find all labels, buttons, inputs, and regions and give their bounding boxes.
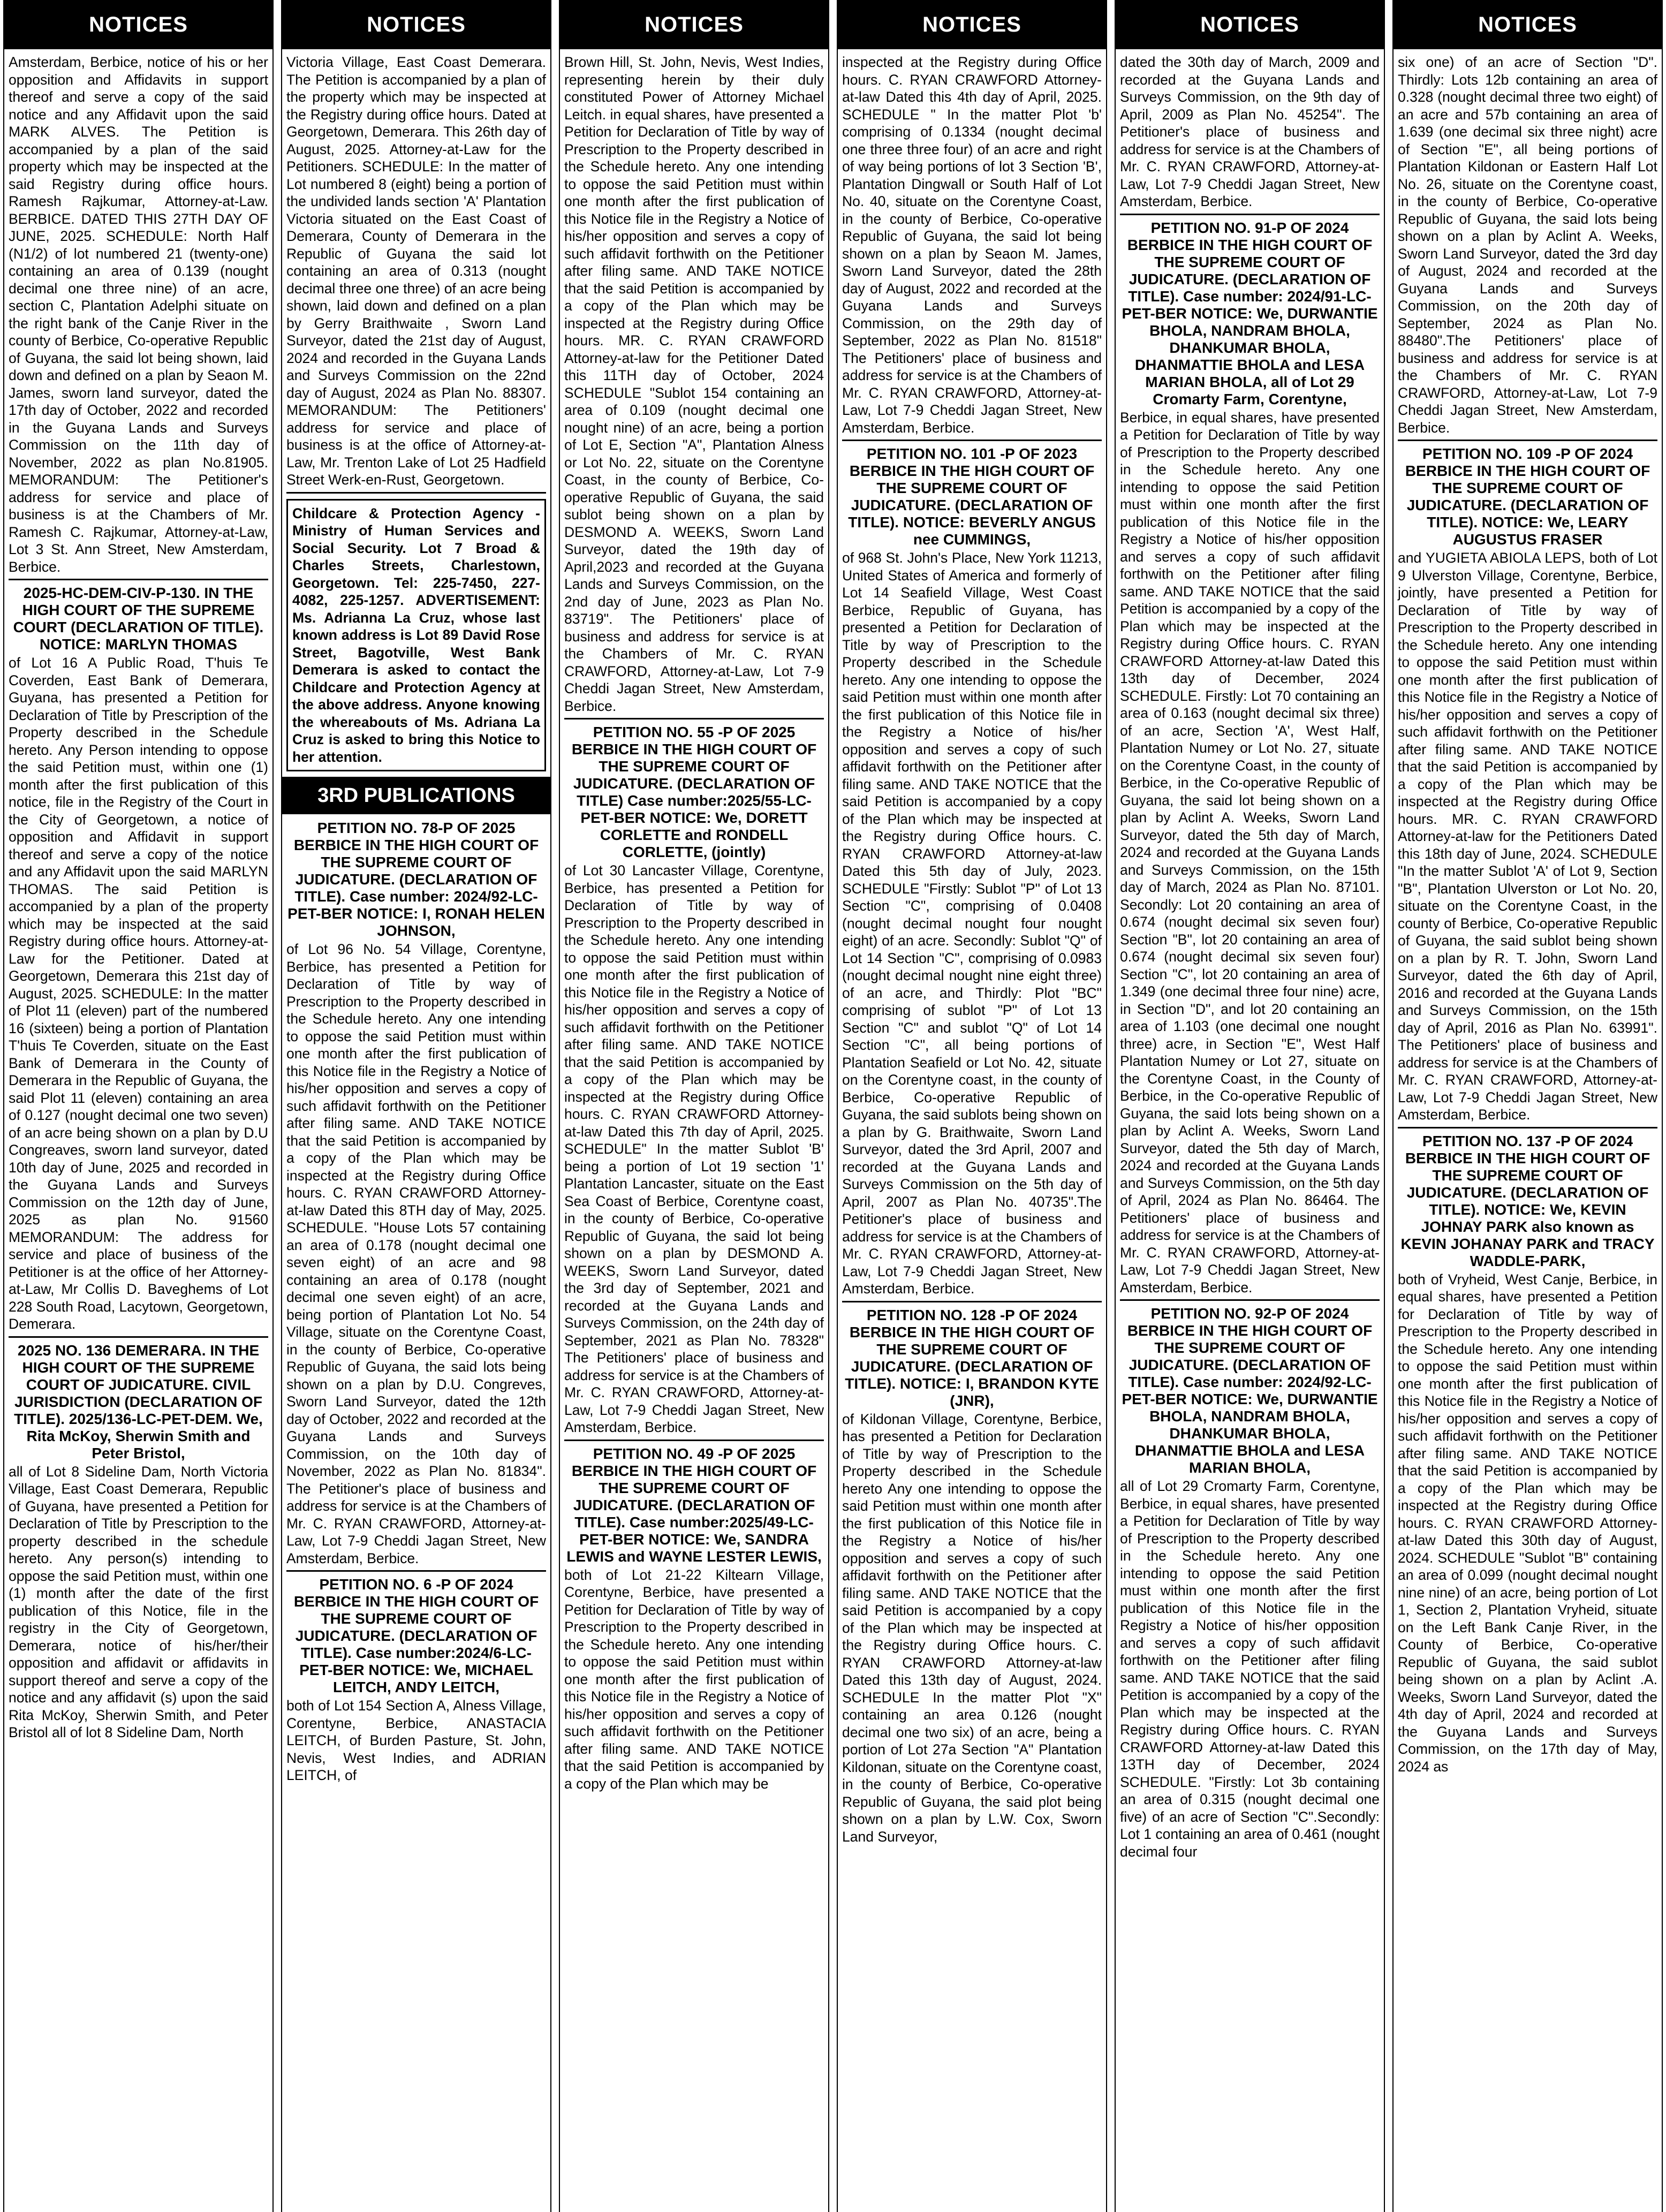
notice [842,445,1102,1302]
notice-body: all of Lot 8 Sideline Dam, North Victoria Village, East Coast Demerara, Republic of Guyana, have presented a Petition for Declaration of Title by Prescription to the property described in the schedule hereto. Any person(s) intending to oppose the said Petition must, within one (1) month after the date of the first publication of this Notice, file in the registry in the City of Georgetown, Demerara, notice of his/her/their opposition and affidavit or affidavits in support thereof and serve a copy of the notice and any affidavit (s) upon the said Rita McKoy, Sherwin Smith, and Peter Bristol all of lot 8 Sideline Dam, North [9,1463,268,1740]
notice-heading: PETITION NO. 91-P OF 2024 BERBICE IN THE HIGH COURT OF THE SUPREME COURT OF JUDICATURE. (DECLARATION OF TITLE). Case number: 2024/91-LC-PET-BER NOTICE: We, DURWANTIE BHOLA, NANDRAM BHOLA, DHANKUMAR BHOLA, DHANMATTIE BHOLA and LESA MARIAN BHOLA, all of Lot 29 Cromarty Farm, Corentyne, [1122,219,1378,407]
notice-heading: PETITION NO. 78-P OF 2025 BERBICE IN THE HIGH COURT OF THE SUPREME COURT OF JUDICATURE. (DECLARATION OF TITLE). Case number: 2024/92-LC-PET-BER NOTICE: I, RONAH HELEN JOHNSON, [287,820,545,939]
notice [564,54,824,719]
notice [842,54,1102,441]
notice-body: both of Lot 21-22 Kiltearn Village, Corentyne, Berbice, have presented a Petition for Declaration of Title by way of Prescription to the Property described in the Schedule hereto. Any one intending to oppose the said Petition must within one month after the first publication of this Notice file in the Registry a Notice of his/her opposition and serves a copy of such affidavit forthwith on the Petitioner after filing same. AND TAKE NOTICE that the said Petition is accompanied by a copy of the Plan which may be [564,1566,824,1792]
column-body [4,49,272,2212]
notice [286,54,546,494]
notice-heading: PETITION NO. 137 -P OF 2024 BERBICE IN THE HIGH COURT OF THE SUPREME COURT OF JUDICATURE. (DECLARATION OF TITLE). NOTICE: We, KEVIN JOHNAY PARK also known as KEVIN JOHANAY PARK and TRACY WADDLE-PARK, [1400,1132,1655,1269]
boxed-notice [286,499,546,772]
notice-heading: PETITION NO. 55 -P OF 2025 BERBICE IN THE HIGH COURT OF THE SUPREME COURT OF JUDICATURE. (DECLARATION OF TITLE) Case number:2025/55-LC-PET-BER NOTICE: We, DORETT CORLETTE and RONDELL CORLETTE, (jointly) [571,724,817,860]
notice [286,820,546,1572]
notice [1120,219,1380,1301]
column-header: NOTICES [4,0,272,49]
column-body [1116,49,1384,2212]
notice-body: of Lot 16 A Public Road, T'huis Te Coverden, East Bank of Demerara, Guyana, has presented a Petition for Declaration of Title by Prescription of the Property described in the Schedule hereto. Any Person intending to oppose the said Petition must, within one (1) month after the first publication of this notice, file in the Registry of the Court in the City of Georgetown, a notice of opposition and Affidavit in support thereof and serve a copy of the notice and any Affidavit upon the said MARLYN THOMAS. The said Petition is accompanied by a plan of the property which may be inspected at the said Registry during office hours. Attorney-at-Law for the Petitioner. Dated at Georgetown, Demerara this 21st day of August, 2025. SCHEDULE: In the matter of Plot 11 (eleven) part of the numbered 16 (sixteen) being a portion of Plantation T'huis Te Coverden, situate on the East Bank of Demerara in the County of Demerara in the Republic of Guyana, the said Plot 11 (eleven) containing an area of 0.127 (nought decimal one two seven) of an acre being shown on a plan by D.U Congreaves, sworn land surveyor, dated 10th day of June, 2025 and recorded in the Guyana Lands and Surveys Commission on the 12th day of June, 2025 as plan No. 91560 MEMORANDUM: The address for service and place of business of the Petitioner is at the office of her Attorney-at-Law, Mr Collis D. Baveghems of Lot 228 South Road, Lacytown, Georgetown, Demerara. [9,655,268,1332]
column-header: NOTICES [838,0,1106,49]
notice [842,1307,1102,1849]
section-band: 3RD PUBLICATIONS [282,777,550,814]
notice-heading: PETITION NO. 101 -P OF 2023 BERBICE IN THE HIGH COURT OF THE SUPREME COURT OF JUDICATURE. (DECLARATION OF TITLE). NOTICE: BEVERLY ANGUS nee CUMMINGS, [848,445,1096,548]
column-header: NOTICES [1116,0,1384,49]
notice [1120,1305,1380,1863]
notice-body: Amsterdam, Berbice, notice of his or her opposition and Affidavits in support thereof and serve a copy of the said notice and any Affidavit upon the said MARK ALVES. The Petition is accompanied by a plan of the said property which may be inspected at the said Registry during office hours. Ramesh Rajkumar, Attorney-at-Law. BERBICE. DATED THIS 27TH DAY OF JUNE, 2025. SCHEDULE: North Half (N1/2) of lot numbered 21 (twenty-one) containing an area of 0.139 (nought decimal one three nine) of an acre, section C, Plantation Adelphi situate on the right bank of the Canje River in the county of Berbice, Co-operative Republic of Guyana, the said lot being shown, laid down and defined on a plan by Seaon M. James, sworn land surveyor, dated the 17th day of October, 2022 and recorded in the Guyana Lands and Surveys Commission on the 11th day of November, 2022 as plan No.81905. MEMORANDUM: The Petitioner's address for service and place of business is at the Chambers of Mr. Ramesh C. Rajkumar, Attorney-at-Law, Lot 3 St. Ann Street, New Amsterdam, Berbice. [9,54,268,575]
column-2 [281,0,551,2212]
notice-heading: PETITION NO. 6 -P OF 2024 BERBICE IN THE HIGH COURT OF THE SUPREME COURT OF JUDICATURE. (DECLARATION OF TITLE). Case number:2024/6-LC-PET-BER NOTICE: We, MICHAEL LEITCH, ANDY LEITCH, [293,1576,539,1695]
notice-body: inspected at the Registry during Office hours. C. RYAN CRAWFORD Attorney-at-law Dated this 4th day of April, 2025. SCHEDULE " In the matter Plot 'b' comprising of 0.1334 (nought decimal one three three four) of an acre and right of way being portions of lot 3 Section 'B', Plantation Dingwall or South Half of Lot No. 40, situate on the Corentyne Coast, in the county of Berbice, Co-operative Republic of Guyana, the said lot being shown on a plan by Seaon M. James, Sworn Land Surveyor, dated the 28th day of August, 2022 and recorded at the Guyana Lands and Surveys Commission, on the 29th day of September, 2022 as Plan No. 81518" The Petitioners' place of business and address for service is at the Chambers of Mr. C. RYAN CRAWFORD, Attorney-at-Law, Lot 7-9 Cheddi Jagan Street, New Amsterdam, Berbice. [842,54,1102,436]
notice-heading: 2025 NO. 136 DEMERARA. IN THE HIGH COURT OF THE SUPREME COURT OF JUDICATURE. CIVIL JURISDICTION (DECLARATION OF TITLE). 2025/136-LC-PET-DEM. We, Rita McKoy, Sherwin Smith and Peter Bristol, [14,1342,263,1461]
notice-body: both of Vryheid, West Canje, Berbice, in equal shares, have presented a Petition for Declaration of Title by way of Prescription to the Property described in the Schedule hereto. Any one intending to oppose the said Petition must within one month after the first publication of this Notice file in the Registry a Notice of his/her opposition and serves a copy of such affidavit forthwith on the Petitioner after filing same. AND TAKE NOTICE that the said Petition is accompanied by a copy of the Plan which may be inspected at the Registry during Office hours. C. RYAN CRAWFORD Attorney-at-law Dated this 30th day of August, 2024. SCHEDULE "Sublot "B" containing an area of 0.099 (nought decimal nought nine nine) of an acre, being portion of Lot 1, Section 2, Plantation Vryheid, situate on the Left Bank Canje River, in the County of Berbice, Co-operative Republic of Guyana, the said sublot being shown on a plan by Aclint .A. Weeks, Sworn Land Surveyor, dated the 4th day of April, 2024 and recorded at the Guyana Lands and Surveys Commission, on the 17th day of May, 2024 as [1398,1271,1657,1775]
notice-body: all of Lot 29 Cromarty Farm, Corentyne, Berbice, in equal shares, have presented a Petition for Declaration of Title by way of Prescription to the Property described in the Schedule hereto. Any one intending to oppose the said Petition must within one month after the first publication of this Notice file in the Registry a Notice of his/her opposition and serves a copy of such affidavit forthwith on the Petitioner after filing same. AND TAKE NOTICE that the said Petition is accompanied by a copy of the Plan which may be inspected at the Registry during Office hours. C. RYAN CRAWFORD Attorney-at-law Dated this 13TH day of December, 2024 SCHEDULE. "Firstly: Lot 3b containing an area of 0.315 (nought decimal one five) of an acre of Section "C".Secondly: Lot 1 containing an area of 0.461 (nought decimal four [1120,1478,1380,1860]
notice [9,54,268,580]
notice-heading: PETITION NO. 128 -P OF 2024 BERBICE IN THE HIGH COURT OF THE SUPREME COURT OF JUDICATURE. (DECLARATION OF TITLE). NOTICE: I, BRANDON KYTE (JNR), [845,1306,1099,1409]
column-body [560,49,828,2212]
notice-heading: PETITION NO. 92-P OF 2024 BERBICE IN THE HIGH COURT OF THE SUPREME COURT OF JUDICATURE. (DECLARATION OF TITLE). Case number: 2024/92-LC-PET-BER NOTICE: We, DURWANTIE BHOLA, NANDRAM BHOLA, DHANKUMAR BHOLA, DHANMATTIE BHOLA and LESA MARIAN BHOLA, [1122,1305,1378,1476]
notice [9,1342,268,1745]
column-6 [1392,0,1663,2212]
notice-body: and YUGIETA ABIOLA LEPS, both of Lot 9 Ulverston Village, Corentyne, Berbice, jointly, have presented a Petition for Declaration of Title by way of Prescription to the Property described in the Schedule hereto. Any one intending to oppose the said Petition must within one month after the first publication of this Notice file in the Registry a Notice of his/her opposition and serves a copy of such affidavit forthwith on the Petitioner after filing same. AND TAKE NOTICE that the said Petition is accompanied by a copy of the Plan which may be inspected at the Registry during Office hours. MR. C. RYAN CRAWFORD Attorney-at-law for the Petitioners Dated this 18th day of June, 2024. SCHEDULE "In the matter Sublot 'A' of Lot 9, Section "B", Plantation Ulverston or Lot No. 20, situate on the Corentyne Coast, in the county of Berbice, Co-operative Republic of Guyana, the said sublot being shown on a plan by R. T. John, Sworn Land Surveyor, dated the 6th day of April, 2016 and recorded at the Guyana Lands and Surveys Commission, on the 15th day of April, 2016 as Plan No. 63991". The Petitioners' place of business and address for service is at the Chambers of Mr. C. RYAN CRAWFORD, Attorney-at-Law, Lot 7-9 Cheddi Jagan Street, New Amsterdam, Berbice. [1398,550,1657,1123]
column-4 [837,0,1107,2212]
notice [1398,54,1657,441]
column-header: NOTICES [1394,0,1662,49]
column-5 [1115,0,1385,2212]
notice [9,585,268,1338]
notice-heading: 2025-HC-DEM-CIV-P-130. IN THE HIGH COURT OF THE SUPREME COURT (DECLARATION OF TITLE). NOTICE: MARLYN THOMAS [13,585,264,653]
notice [1120,54,1380,215]
column-body [838,49,1106,2212]
column-3 [559,0,829,2212]
column-body [282,49,550,2212]
notice-body: of Lot 96 No. 54 Village, Corentyne, Berbice, has presented a Petition for Declaration of Title by way of Prescription to the Property described in the Schedule hereto. Any one intending to oppose the said Petition must within one month after the first publication of this Notice file in the Registry a Notice of his/her opposition and serves a copy of such affidavit forthwith on the Petitioner after filing same. AND TAKE NOTICE that the said Petition is accompanied by a copy of the Plan which may be inspected at the Registry during Office hours. C. RYAN CRAWFORD Attorney-at-law Dated this 8TH day of May, 2025. SCHEDULE. "House Lots 57 containing an area of 0.178 (nought decimal one seven eight) of an acre and 98 containing an area of 0.178 (nought decimal one seven eight) of an acre, being portion of Plantation Lot No. 54 Village, situate on the Corentyne Coast, in the county of Berbice, Co-operative Republic of Guyana, the said lots being shown on a plan by D.U. Congreves, Sworn Land Surveyor, dated the 12th day of October, 2022 and recorded at the Guyana Lands and Surveys Commission, on the 10th day of November, 2022 as Plan No. 81834". The Petitioner's place of business and address for service is at the Chambers of Mr. C. RYAN CRAWFORD, Attorney-at-Law, Lot 7-9 Cheddi Jagan Street, New Amsterdam, Berbice. [286,941,546,1566]
notice-body: Victoria Village, East Coast Demerara. The Petition is accompanied by a plan of the property which may be inspected at the Registry during office hours. Dated at Georgetown, Demerara. This 26th day of August, 2025. Attorney-at-Law for the Petitioners. SCHEDULE: In the matter of Lot numbered 8 (eight) being a portion of the undivided lands section 'A' Plantation Victoria situated on the East Coast of Demerara, County of Demerara in the Republic of Guyana the said lot containing an area of 0.313 (nought decimal three one three) of an acre being shown, laid down and defined on a plan by Gerry Braithwaite , Sworn Land Surveyor, dated the 21st day of August, 2024 and recorded in the Guyana Lands and Surveys Commission on the 22nd day of August, 2024 as Plan No. 88307. MEMORANDUM: The Petitioners' address for service and place of business is at the office of Attorney-at-Law, Mr. Trenton Lake of Lot 25 Hadfield Street Werk-en-Rust, Georgetown. [286,54,546,488]
notice-body: Berbice, in equal shares, have presented a Petition for Declaration of Title by way of Prescription to the Property described in the Schedule hereto. Any one intending to oppose the said Petition must within one month after the first publication of this Notice file in the Registry a Notice of his/her opposition and serves a copy of such affidavit forthwith on the Petitioner after filing same. AND TAKE NOTICE that the said Petition is accompanied by a copy of the Plan which may be inspected at the Registry during Office hours. C. RYAN CRAWFORD Attorney-at-law Dated this 13th day of December, 2024 SCHEDULE. Firstly: Lot 70 containing an area of 0.163 (nought decimal six three) of an acre, Section 'A', West Half, Plantation Numey or Lot No. 27, situate on the Corentyne Coast, in the county of Berbice, in the Co-operative Republic of Guyana, the said lot being shown on a plan by Aclint A. Weeks, Sworn Land Surveyor, dated the 5th day of March, 2024 and recorded at the Guyana Lands and Surveys Commission, on the 15th day of March, 2024 as Plan No. 87101. Secondly: Lot 20 containing an area of 0.674 (nought decimal six seven four) Section "B", lot 20 containing an area of 0.674 (nought decimal six seven four) Section "C", lot 20 containing an area of 1.349 (one decimal three four nine) acre, in Section "D", and lot 20 containing an area of 1.103 (one decimal one nought three) acre, in Section "E", West Half Plantation Numey or Lot 27, situate on the Corentyne Coast, in the County of Berbice, in the Co-operative Republic of Guyana, the said lots being shown on a plan by Aclint A. Weeks, Sworn Land Surveyor, dated the 5th day of March, 2024 and recorded at the Guyana Lands and Surveys Commission, on the 5th day of April, 2024 as Plan No. 86464. The Petitioners' place of business and address for service is at the Chambers of Mr. C. RYAN CRAWFORD, Attorney-at-Law, Lot 7-9 Cheddi Jagan Street, New Amsterdam, Berbice. [1120,409,1380,1296]
notice-body: of Lot 30 Lancaster Village, Corentyne, Berbice, has presented a Petition for Declaration of Title by way of Prescription to the Property described in the Schedule hereto. Any one intending to oppose the said Petition must within one month after the first publication of this Notice file in the Registry a Notice of his/her opposition and serves a copy of such affidavit forthwith on the Petitioner after filing same. AND TAKE NOTICE that the said Petition is accompanied by a copy of the Plan which may be inspected at the Registry during Office hours. C. RYAN CRAWFORD Attorney-at-law Dated this 7th day of April, 2025. SCHEDULE" In the matter Sublot 'B' being a portion of Lot 19 section '1' Plantation Lancaster, situate on the East Sea Coast of Berbice, Corentyne coast, in the county of Berbice, Co-operative Republic of Guyana, the said lot being shown on a plan by DESMOND A. WEEKS, Sworn Land Surveyor, dated the 3rd day of September, 2021 and recorded at the Guyana Lands and Surveys Commission, on the 24th day of September, 2021 as Plan No. 78328" The Petitioners' place of business and address for service is at the Chambers of Mr. C. RYAN CRAWFORD, Attorney-at-Law, Lot 7-9 Cheddi Jagan Street, New Amsterdam, Berbice. [564,862,824,1435]
notice-heading: PETITION NO. 49 -P OF 2025 BERBICE IN THE HIGH COURT OF THE SUPREME COURT OF JUDICATURE. (DECLARATION OF TITLE). Case number:2025/49-LC-PET-BER NOTICE: We, SANDRA LEWIS and WAYNE LESTER LEWIS, [566,1445,822,1565]
column-1 [3,0,274,2212]
notice-body: both of Lot 154 Section A, Alness Village, Corentyne, Berbice, ANASTACIA LEITCH, of Burden Pasture, St. John, Nevis, West Indies, and ADRIAN LEITCH, of [286,1698,546,1783]
notice-body: of Kildonan Village, Corentyne, Berbice, has presented a Petition for Declaration of Title by way of Prescription to the Property described in the Schedule hereto Any one intending to oppose the said Petition must within one month after the first publication of this Notice file in the Registry a Notice of his/her opposition and serves a copy of such affidavit forthwith on the Petitioner after filing same. AND TAKE NOTICE that the said Petition is accompanied by a copy of the Plan which may be inspected at the Registry during Office hours. C. RYAN CRAWFORD Attorney-at-law Dated this 13th day of August, 2024. SCHEDULE In the matter Plot "X" containing an area 0.126 (nought decimal one two six) of an acre, being a portion of Lot 27a Section "A" Plantation Kildonan, situate on the Corentyne coast, in the county of Berbice, Co-operative Republic of Guyana, the said plot being shown on a plan by L.W. Cox, Sworn Land Surveyor, [842,1411,1102,1845]
notice-body: of 968 St. John's Place, New York 11213, United States of America and formerly of Lot 14 Seafield Village, West Coast Berbice, Republic of Guyana, has presented a Petition for Declaration of Title by way of Prescription to the Property described in the Schedule hereto. Any one intending to oppose the said Petition must within one month after the first publication of this Notice file in the Registry a Notice of his/her opposition and serves a copy of such affidavit forthwith on the Petitioner after filing same. AND TAKE NOTICE that the said Petition is accompanied by a copy of the Plan which may be inspected at the Registry during Office hours. C. RYAN CRAWFORD Attorney-at-law Dated this 5th day of July, 2023. SCHEDULE "Firstly: Sublot "P" of Lot 13 Section "C", comprising of 0.0408 (nought decimal nought four nought eight) of an acre. Secondly: Sublot "Q" of Lot 14 Section "C", comprising of 0.0983 (nought decimal nought nine eight three) of an acre, and Thirdly: Plot "BC" comprising of sublot "P" of Lot 13 Section "C" and sublot "Q" of Lot 14 Section "C", all being portions of Plantation Seafield or Lot No. 42, situate on the Corentyne coast, in the county of Berbice, Co-operative Republic of Guyana, the said sublots being shown on a plan by G. Braithwaite, Sworn Land Surveyor, dated the 3rd April, 2007 and recorded at the Guyana Lands and Surveys Commission on the 5th day of April, 2007 as Plan No. 40735".The Petitioner's place of business and address for service is at the Chambers of Mr. C. RYAN CRAWFORD, Attorney-at-Law, Lot 7-9 Cheddi Jagan Street, New Amsterdam, Berbice. [842,550,1102,1297]
notice [564,724,824,1441]
column-header: NOTICES [560,0,828,49]
notice [1398,1133,1657,1779]
notice [1398,445,1657,1128]
column-header: NOTICES [282,0,550,49]
notice [564,1445,824,1796]
notice-body: Childcare & Protection Agency - Ministry of Human Services and Social Security. Lot 7 Broad & Charles Streets, Charlestown, Georgetown. Tel: 225-7450, 227-4082, 225-1257. ADVERTISEMENT: Ms. Adrianna La Cruz, whose last known address is Lot 89 David Rose Street, Bagotville, West Bank Demerara is asked to contact the Childcare and Protection Agency at the above address. Anyone knowing the whereabouts of Ms. Adriana La Cruz is asked to bring this Notice to her attention. [292,505,540,765]
column-body [1394,49,1662,2212]
notice-heading: PETITION NO. 109 -P OF 2024 BERBICE IN THE HIGH COURT OF THE SUPREME COURT OF JUDICATURE. (DECLARATION OF TITLE). NOTICE: We, LEARY AUGUSTUS FRASER [1405,445,1650,548]
notice-body: six one) of an acre of Section "D". Thirdly: Lots 12b containing an area of 0.328 (nought decimal three two eight) of an acre and 57b containing an area of 1.639 (one decimal six three night) acre of Section "E", all being portions of Plantation Kildonan or Eastern Half Lot No. 26, situate on the Corentyne coast, in the county of Berbice, Co-operative Republic of Guyana, the said lots being shown on a plan by Aclint A. Weeks, Sworn Land Surveyor, dated the 3rd day of August, 2024 and recorded at the Guyana Lands and Surveys Commission, on the 20th day of September, 2024 as Plan No. 88480".The Petitioners' place of business and address for service is at the Chambers of Mr. C. RYAN CRAWFORD, Attorney-at-Law, Lot 7-9 Cheddi Jagan Street, New Amsterdam, Berbice. [1398,54,1657,436]
notice [286,1576,546,1787]
notice-body: Brown Hill, St. John, Nevis, West Indies, representing herein by their duly constituted Power of Attorney Michael Leitch. in equal shares, have presented a Petition for Declaration of Title by way of Prescription to the Property described in the Schedule hereto. Any one intending to oppose the said Petition must within one month after the first publication of this Notice file in the Registry a Notice of his/her opposition and serves a copy of such affidavit forthwith on the Petitioner after filing same. AND TAKE NOTICE that the said Petition is accompanied by a copy of the Plan which may be inspected at the Registry during Office hours. MR. C. RYAN CRAWFORD Attorney-at-law for the Petitioner Dated this 11TH day of October, 2024 SCHEDULE "Sublot 154 containing an area of 0.109 (nought decimal one nought nine) of an acre, being a portion of Lot E, Section "A", Plantation Alness or Lot No. 22, situate on the Corentyne Coast, in the county of Berbice, Co-operative Republic of Guyana, the said sublot being shown on a plan by DESMOND A. WEEKS, Sworn Land Surveyor, dated the 19th day of April,2023 and recorded at the Guyana Lands and Surveys Commission, on the 2nd day of June, 2023 as Plan No. 83719". The Petitioners' place of business and address for service is at the Chambers of Mr. C. RYAN CRAWFORD, Attorney-at-Law, Lot 7-9 Cheddi Jagan Street, New Amsterdam, Berbice. [564,54,824,714]
notice-body: dated the 30th day of March, 2009 and recorded at the Guyana Lands and Surveys Commission, on the 9th day of April, 2009 as Plan No. 45254". The Petitioner's place of business and address for service is at the Chambers of Mr. C. RYAN CRAWFORD, Attorney-at-Law, Lot 7-9 Cheddi Jagan Street, New Amsterdam, Berbice. [1120,54,1380,209]
